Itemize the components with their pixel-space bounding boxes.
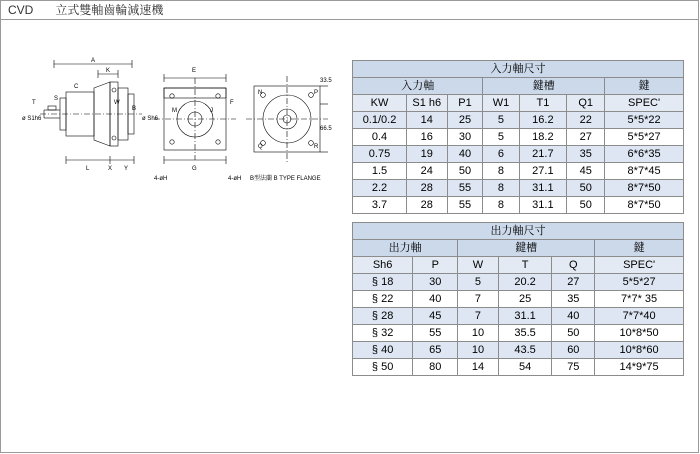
cell-t: 25 bbox=[498, 291, 552, 308]
page-title: 立式雙軸齒輪減速機 bbox=[55, 3, 164, 17]
cell-sh6: § 50 bbox=[353, 359, 413, 376]
cell-s1h6: 28 bbox=[407, 180, 447, 197]
table-caption-row bbox=[353, 223, 684, 240]
dim-label-a: A bbox=[91, 58, 96, 64]
cell-w1: 5 bbox=[483, 129, 519, 146]
cell-p1: 50 bbox=[447, 163, 483, 180]
table-row bbox=[353, 274, 684, 291]
col-header-spec: SPEC' bbox=[595, 257, 684, 274]
col-header-t1: T1 bbox=[519, 95, 567, 112]
cell-sh6: § 18 bbox=[353, 274, 413, 291]
table-row bbox=[353, 146, 684, 163]
dim-label-r: R bbox=[314, 144, 319, 150]
col-header-sh6: Sh6 bbox=[353, 257, 413, 274]
dim-label-c: C bbox=[74, 84, 79, 90]
cell-p: 45 bbox=[413, 308, 458, 325]
dim-label-w: W bbox=[114, 100, 120, 106]
table-row bbox=[353, 112, 684, 129]
cell-p: 30 bbox=[413, 274, 458, 291]
cell-sh6: § 22 bbox=[353, 291, 413, 308]
cell-t1: 31.1 bbox=[519, 180, 567, 197]
table-row bbox=[353, 197, 684, 214]
col-header-w: W bbox=[458, 257, 499, 274]
cell-t: 31.1 bbox=[498, 308, 552, 325]
table-row bbox=[353, 325, 684, 342]
cell-t1: 31.1 bbox=[519, 197, 567, 214]
page-header bbox=[0, 0, 699, 20]
cell-w: 7 bbox=[458, 308, 499, 325]
table-row bbox=[353, 342, 684, 359]
dim-label-l: L bbox=[86, 166, 90, 172]
cell-w1: 8 bbox=[483, 197, 519, 214]
cell-q: 35 bbox=[552, 291, 595, 308]
table-caption-row bbox=[353, 61, 684, 78]
cell-q1: 50 bbox=[567, 197, 605, 214]
dim-label-q: Q bbox=[258, 144, 263, 150]
dim-label-x: X bbox=[108, 166, 113, 172]
cell-p1: 30 bbox=[447, 129, 483, 146]
cell-kw: 1.5 bbox=[353, 163, 407, 180]
cell-w: 14 bbox=[458, 359, 499, 376]
col-header-w1: W1 bbox=[483, 95, 519, 112]
cell-spec: 8*7*50 bbox=[605, 180, 684, 197]
cell-w1: 8 bbox=[483, 180, 519, 197]
cell-spec: 8*7*50 bbox=[605, 197, 684, 214]
cell-q1: 45 bbox=[567, 163, 605, 180]
cell-t1: 16.2 bbox=[519, 112, 567, 129]
input-table-caption: 入力軸尺寸 bbox=[353, 61, 684, 78]
cell-sh6: § 32 bbox=[353, 325, 413, 342]
cell-spec: 6*6*35 bbox=[605, 146, 684, 163]
col-header-spec: SPEC' bbox=[605, 95, 684, 112]
cell-w1: 5 bbox=[483, 112, 519, 129]
dim-label-e: E bbox=[192, 68, 197, 74]
cell-kw: 3.7 bbox=[353, 197, 407, 214]
cell-p1: 55 bbox=[447, 180, 483, 197]
dim-value-335: 33.5 bbox=[320, 78, 332, 84]
dim-label-g: G bbox=[192, 166, 197, 172]
group-header-key: 鍵 bbox=[595, 240, 684, 257]
group-header-key: 鍵 bbox=[605, 78, 684, 95]
cell-t: 35.5 bbox=[498, 325, 552, 342]
table-header-row bbox=[353, 95, 684, 112]
technical-drawing bbox=[14, 48, 334, 188]
cell-q: 50 bbox=[552, 325, 595, 342]
cell-kw: 2.2 bbox=[353, 180, 407, 197]
table-row bbox=[353, 180, 684, 197]
dim-label-b: B bbox=[132, 106, 137, 112]
table-row bbox=[353, 129, 684, 146]
cell-p: 65 bbox=[413, 342, 458, 359]
table-group-header-row bbox=[353, 78, 684, 95]
input-shaft-table bbox=[352, 60, 684, 214]
cell-p1: 40 bbox=[447, 146, 483, 163]
table-row bbox=[353, 163, 684, 180]
cell-p1: 25 bbox=[447, 112, 483, 129]
cell-s1h6: 24 bbox=[407, 163, 447, 180]
cell-q1: 35 bbox=[567, 146, 605, 163]
cell-spec: 10*8*60 bbox=[595, 342, 684, 359]
cell-w: 5 bbox=[458, 274, 499, 291]
dim-label-y: Y bbox=[124, 166, 129, 172]
cell-spec: 5*5*22 bbox=[605, 112, 684, 129]
col-header-q: Q bbox=[552, 257, 595, 274]
cell-q1: 27 bbox=[567, 129, 605, 146]
dim-label-m: M bbox=[172, 108, 177, 114]
model-code: CVD bbox=[8, 2, 34, 17]
cell-q: 40 bbox=[552, 308, 595, 325]
cell-t1: 21.7 bbox=[519, 146, 567, 163]
cell-w: 7 bbox=[458, 291, 499, 308]
col-header-p: P bbox=[413, 257, 458, 274]
cell-w: 10 bbox=[458, 342, 499, 359]
table-row bbox=[353, 359, 684, 376]
cell-p: 40 bbox=[413, 291, 458, 308]
cell-p: 55 bbox=[413, 325, 458, 342]
cell-sh6: § 40 bbox=[353, 342, 413, 359]
cell-q: 75 bbox=[552, 359, 595, 376]
cell-w: 10 bbox=[458, 325, 499, 342]
cell-spec: 5*5*27 bbox=[605, 129, 684, 146]
cell-p1: 55 bbox=[447, 197, 483, 214]
shaft2-label: ø Sh6 bbox=[142, 116, 159, 122]
cell-t1: 18.2 bbox=[519, 129, 567, 146]
cell-t: 54 bbox=[498, 359, 552, 376]
cell-q: 27 bbox=[552, 274, 595, 291]
col-header-p1: P1 bbox=[447, 95, 483, 112]
cell-w1: 6 bbox=[483, 146, 519, 163]
cell-s1h6: 28 bbox=[407, 197, 447, 214]
cell-t: 20.2 bbox=[498, 274, 552, 291]
cell-spec: 7*7* 35 bbox=[595, 291, 684, 308]
col-header-s1h6: S1 h6 bbox=[407, 95, 447, 112]
cell-s1h6: 14 bbox=[407, 112, 447, 129]
table-row bbox=[353, 291, 684, 308]
cell-q1: 50 bbox=[567, 180, 605, 197]
output-shaft-table bbox=[352, 222, 684, 376]
col-header-kw: KW bbox=[353, 95, 407, 112]
cell-kw: 0.4 bbox=[353, 129, 407, 146]
holes-right-label: 4-øH bbox=[228, 176, 242, 182]
table-header-row bbox=[353, 257, 684, 274]
dim-label-s: S bbox=[54, 96, 59, 102]
cell-spec: 8*7*45 bbox=[605, 163, 684, 180]
cell-t: 43.5 bbox=[498, 342, 552, 359]
dim-label-n: N bbox=[258, 90, 263, 96]
output-table-caption: 出力軸尺寸 bbox=[353, 223, 684, 240]
cell-q1: 22 bbox=[567, 112, 605, 129]
dim-label-j: J bbox=[210, 108, 213, 114]
holes-left-label: 4-øH bbox=[154, 176, 168, 182]
col-header-q1: Q1 bbox=[567, 95, 605, 112]
col-header-t: T bbox=[498, 257, 552, 274]
dim-value-665: 66.5 bbox=[320, 126, 332, 132]
dim-label-f: F bbox=[230, 100, 234, 106]
group-header-input-shaft: 入力軸 bbox=[353, 78, 483, 95]
cell-sh6: § 28 bbox=[353, 308, 413, 325]
cell-spec: 5*5*27 bbox=[595, 274, 684, 291]
cell-q: 60 bbox=[552, 342, 595, 359]
cell-p: 80 bbox=[413, 359, 458, 376]
cell-spec: 14*9*75 bbox=[595, 359, 684, 376]
group-header-keyway: 鍵槽 bbox=[458, 240, 595, 257]
table-row bbox=[353, 308, 684, 325]
cell-s1h6: 19 bbox=[407, 146, 447, 163]
flange-note: B型法蘭 B TYPE FLANGE bbox=[250, 176, 321, 182]
shaft1-label: ø S1h6 bbox=[22, 116, 42, 122]
dim-label-p: P bbox=[314, 90, 319, 96]
cell-s1h6: 16 bbox=[407, 129, 447, 146]
group-header-output-shaft: 出力軸 bbox=[353, 240, 458, 257]
cell-w1: 8 bbox=[483, 163, 519, 180]
cell-spec: 7*7*40 bbox=[595, 308, 684, 325]
dim-label-t: T bbox=[32, 100, 36, 106]
cell-kw: 0.1/0.2 bbox=[353, 112, 407, 129]
cell-kw: 0.75 bbox=[353, 146, 407, 163]
cell-t1: 27.1 bbox=[519, 163, 567, 180]
table-group-header-row bbox=[353, 240, 684, 257]
dim-label-k: K bbox=[106, 68, 111, 74]
cell-spec: 10*8*50 bbox=[595, 325, 684, 342]
group-header-keyway: 鍵槽 bbox=[483, 78, 605, 95]
